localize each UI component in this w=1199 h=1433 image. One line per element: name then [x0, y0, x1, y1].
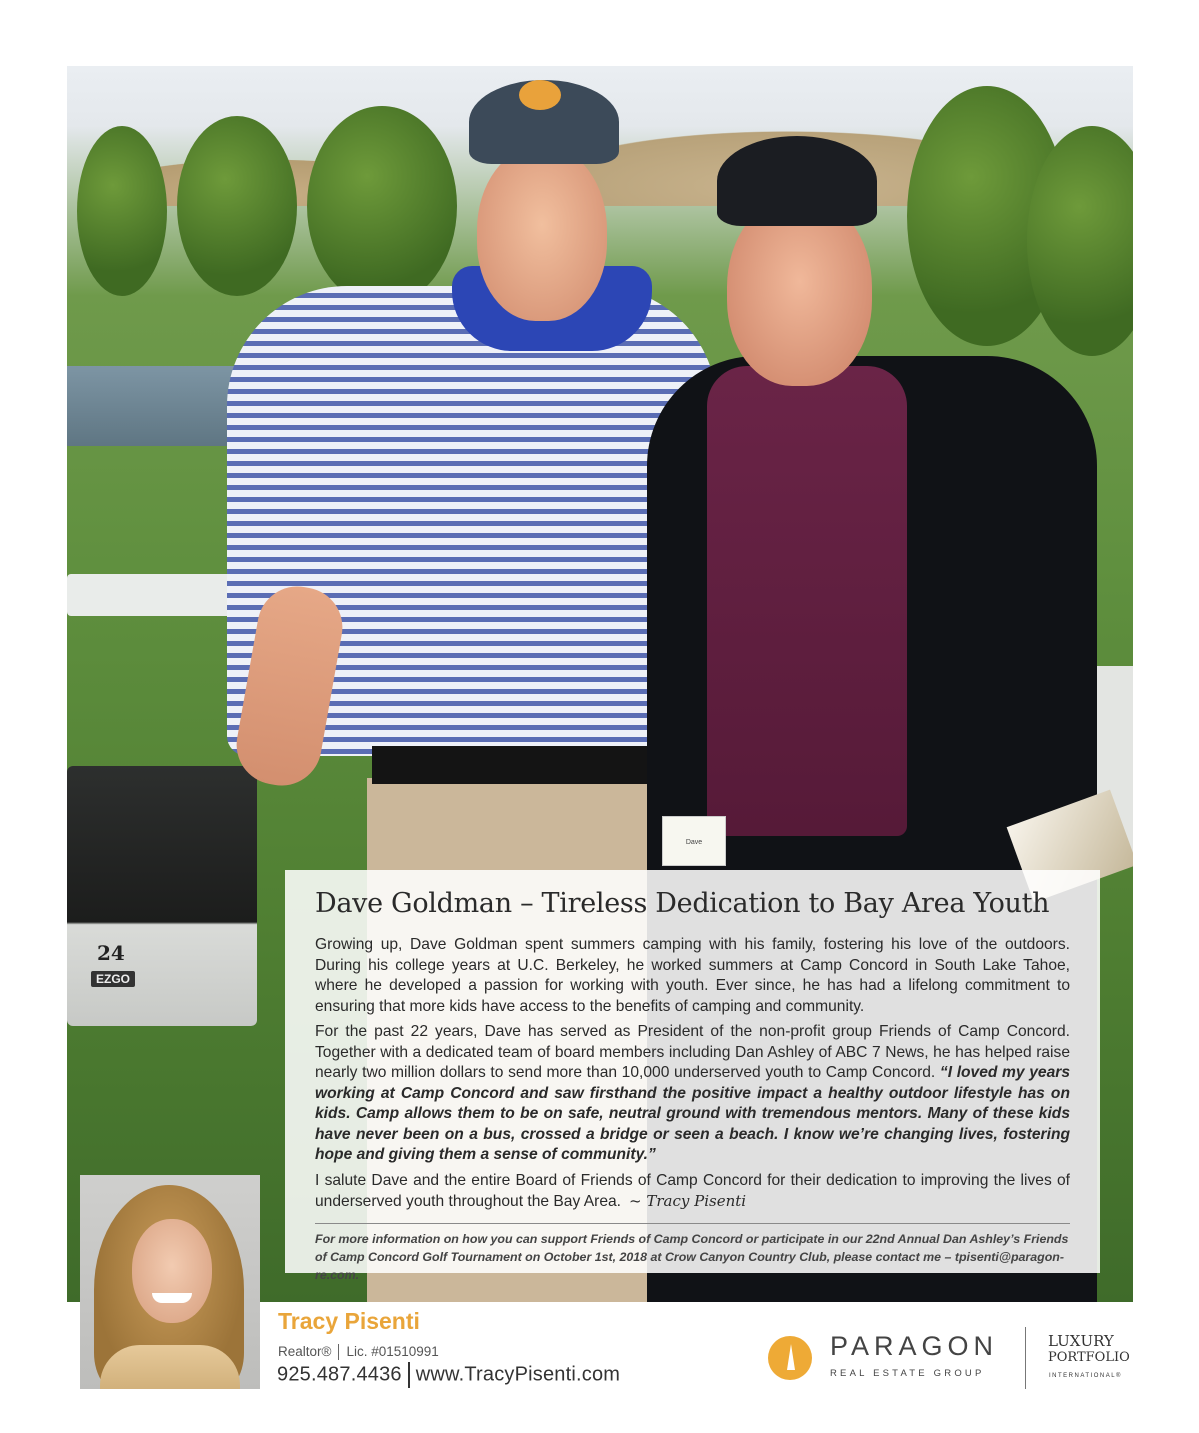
portrait-smile: [152, 1293, 192, 1303]
divider: [315, 1223, 1070, 1224]
luxury-portfolio-line1: LUXURY: [1048, 1332, 1114, 1350]
golf-cart: [67, 766, 257, 1026]
golf-cart-brand: EZGO: [91, 971, 135, 987]
paragon-logo-icon: [768, 1336, 812, 1380]
agent-title: [278, 1344, 439, 1360]
agent-portrait: [80, 1175, 260, 1389]
tree: [307, 106, 457, 306]
logo-divider: [1025, 1327, 1026, 1389]
cap-logo-icon: [519, 80, 561, 110]
agent-phone[interactable]: 925.487.4436: [277, 1363, 402, 1386]
article-paragraph-3: [315, 1171, 1070, 1213]
tree: [77, 126, 167, 296]
luxury-portfolio-line2: PORTFOLIO: [1048, 1350, 1130, 1365]
name-badge: Dave: [662, 816, 726, 866]
man-right-shirt: [707, 366, 907, 836]
portrait-body: [100, 1345, 240, 1389]
paragon-name: PARAGON: [830, 1331, 999, 1361]
contact-footnote: For more information on how you can support Friends of Camp Concord or participate in our 22nd Annual Dan Ashley’s Friends of Camp Concord Golf Tournament on October 1st, 2018 at Crow Canyon Country Club, please contact me – tpisenti@paragon-re.com.: [315, 1231, 1069, 1282]
golf-cart-roof: [67, 574, 237, 616]
article-headline: Dave Goldman – Tireless Dedication to Bay Area Youth: [315, 888, 1050, 919]
paragon-subtitle: REAL ESTATE GROUP: [830, 1368, 985, 1379]
man-right-cap: [717, 136, 877, 226]
portrait-face: [132, 1219, 212, 1323]
luxury-portfolio-line3: INTERNATIONAL®: [1049, 1373, 1122, 1379]
dave-quote: “I loved my years working at Camp Concord and saw firsthand the positive impact a healthy outdoor lifestyle has on kids. Camp allows them to be on safe, neutral ground with tremendous mentors. Many of these kids have never been on a bus, crossed a bridge or seen a beach. I know we’re changing lives, fostering hope and giving them a sense of community.”: [315, 1064, 1070, 1163]
agent-role: Realtor®: [278, 1344, 332, 1359]
article-panel: [285, 870, 1100, 1282]
article-paragraph-2: [315, 1022, 1070, 1166]
agent-license: Lic. #01510991: [346, 1344, 439, 1359]
article-paragraph-2-text: For the past 22 years, Dave has served as President of the non-profit group Friends of Camp Concord. Together with a dedicated team of board members including Dan Ashley of ABC 7 News, he has helped raise nearly two million dollars to send more than 10,000 underserved youth to Camp Concord.: [315, 1023, 1070, 1081]
article-paragraph-3-text: I salute Dave and the entire Board of Friends of Camp Concord for their dedication to improving the lives of underserved youth throughout the Bay Area.: [315, 1171, 1070, 1210]
man-left-head: [477, 146, 607, 321]
man-left-belt: [372, 746, 672, 784]
agent-contact: [277, 1362, 620, 1388]
agent-name: Tracy Pisenti: [278, 1308, 420, 1334]
separator: [408, 1362, 410, 1388]
signature: ~ Tracy Pisenti: [629, 1192, 747, 1210]
separator: [338, 1344, 339, 1360]
golf-cart-number: 24: [97, 941, 125, 965]
article-paragraph-1: Growing up, Dave Goldman spent summers camping with his family, fostering his love of the outdoors. During his college years at U.C. Berkeley, he worked summers at Camp Concord in South Lake Tahoe, where he developed a passion for working with youth. Ever since, he has had a lifelong commitment to ensuring that more kids have access to the benefits of camping and community.: [315, 936, 1070, 1015]
tree: [177, 116, 297, 296]
agent-website[interactable]: www.TracyPisenti.com: [415, 1363, 621, 1386]
